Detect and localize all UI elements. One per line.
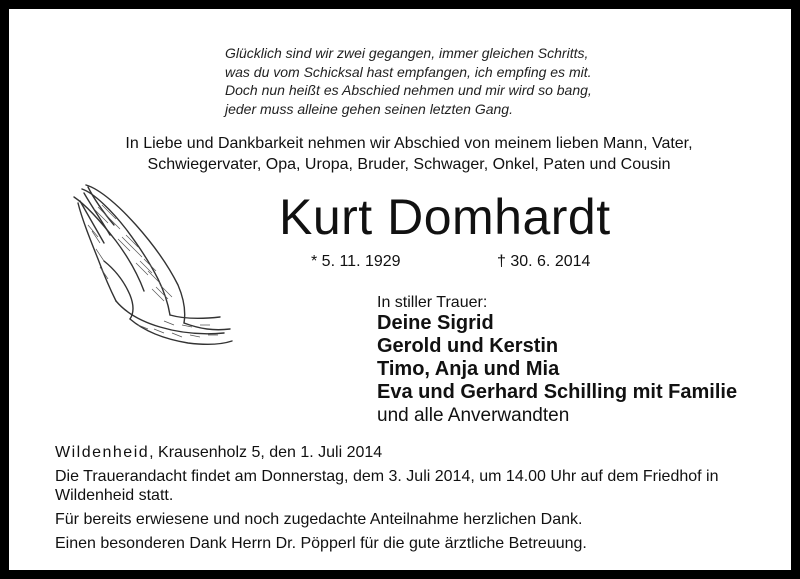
poem-line: Doch nun heißt es Abschied nehmen und mir wird so bang, [225, 82, 592, 98]
praying-hands-icon [64, 179, 239, 359]
intro-line: Schwiegervater, Opa, Uropa, Bruder, Schwager, Onkel, Paten und Cousin [147, 156, 671, 173]
poem-line: was du vom Schicksal hast empfangen, ich empfing es mit. [225, 63, 592, 80]
footer-text [55, 443, 775, 558]
mourners-lead: In stiller Trauer: [377, 294, 488, 311]
mourner-name: Gerold und Kerstin [377, 335, 559, 357]
thanks-text: Für bereits erwiesene und noch zugedachte Anteilnahme herzlichen Dank. [55, 511, 583, 528]
mourners-block [377, 293, 797, 428]
mourner-name: Eva und Gerhard Schilling mit Familie [377, 381, 738, 403]
birth-date: * 5. 11. 1929 [311, 253, 401, 270]
poem-line: jeder muss alleine gehen seinen letzten Gang. [225, 100, 513, 117]
intro-text [39, 133, 779, 175]
death-date: † 30. 6. 2014 [497, 253, 591, 270]
place-date-line [55, 443, 775, 462]
address-date: , Krausenholz 5, den 1. Juli 2014 [149, 444, 383, 461]
service-info: Die Trauerandacht findet am Donnerstag, dem 3. Juli 2014, um 14.00 Uhr auf dem Friedhof in Wildenheid statt. [55, 468, 719, 504]
poem-line: Glücklich sind wir zwei gegangen, immer gleichen Schritts, [225, 45, 589, 61]
intro-line: In Liebe und Dankbarkeit nehmen wir Abschied von meinem lieben Mann, Vater, [125, 135, 693, 152]
mourners-rest: und alle Anverwandten [377, 405, 570, 426]
poem [225, 44, 645, 118]
place-name: Wildenheid [55, 444, 150, 461]
mourner-name: Timo, Anja und Mia [377, 358, 560, 380]
special-thanks-text: Einen besonderen Dank Herrn Dr. Pöpperl für die gute ärztliche Betreuung. [55, 535, 587, 552]
deceased-name: Kurt Domhardt [279, 189, 611, 245]
mourner-name: Deine Sigrid [377, 312, 494, 334]
